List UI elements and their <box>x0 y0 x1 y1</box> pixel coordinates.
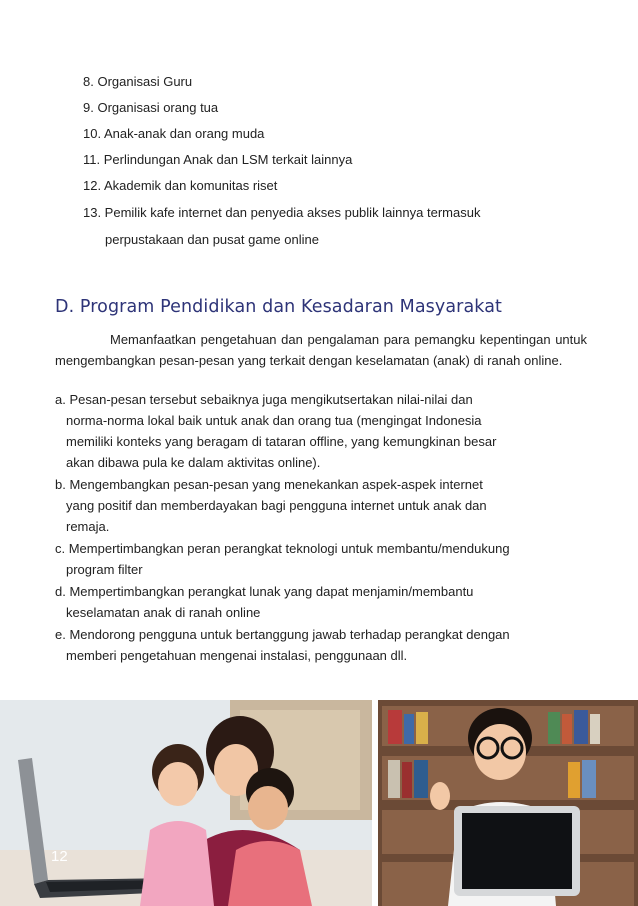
point-line: c. Mempertimbangkan peran perangkat teknologi untuk membantu/mendukung <box>55 541 510 556</box>
photo-band <box>0 700 638 906</box>
list-item: 9. Organisasi orang tua <box>83 100 219 115</box>
section-intro <box>55 330 587 371</box>
section-heading: D. Program Pendidikan dan Kesadaran Masyarakat <box>55 297 502 317</box>
point-line: remaja. <box>66 519 110 534</box>
point-line: b. Mengembangkan pesan-pesan yang menekankan aspek-aspek internet <box>55 477 483 492</box>
intro-text: Memanfaatkan pengetahuan dan pengalaman para pemangku kepentingan untuk mengembangkan pesan-pesan yang terkait dengan keselamatan (anak) di ranah online. <box>55 332 587 368</box>
point-line: memberi pengetahuan mengenai instalasi, penggunaan dll. <box>66 648 408 663</box>
point-line: yang positif dan memberdayakan bagi pengguna internet untuk anak dan <box>66 498 487 513</box>
list-item: 12. Akademik dan komunitas riset <box>83 178 278 193</box>
family-laptop-photo <box>0 700 372 906</box>
list-item: 8. Organisasi Guru <box>83 74 193 89</box>
point-line: norma-norma lokal baik untuk anak dan orang tua (mengingat Indonesia <box>66 413 482 428</box>
list-item: 11. Perlindungan Anak dan LSM terkait lainnya <box>83 152 353 167</box>
point-line: keselamatan anak di ranah online <box>66 605 261 620</box>
point-line: akan dibawa pula ke dalam aktivitas online). <box>66 455 321 470</box>
point-line: memiliki konteks yang beragam di tataran offline, yang kemungkinan besar <box>66 434 497 449</box>
list-item-continuation: perpustakaan dan pusat game online <box>105 232 319 247</box>
boy-tablet-photo <box>378 700 638 906</box>
point-line: e. Mendorong pengguna untuk bertanggung jawab terhadap perangkat dengan <box>55 627 510 642</box>
list-item: 10. Anak-anak dan orang muda <box>83 126 265 141</box>
point-line: a. Pesan-pesan tersebut sebaiknya juga mengikutsertakan nilai-nilai dan <box>55 392 473 407</box>
page-number: 12 <box>51 848 68 865</box>
point-line: d. Mempertimbangkan perangkat lunak yang dapat menjamin/membantu <box>55 584 474 599</box>
list-item: 13. Pemilik kafe internet dan penyedia akses publik lainnya termasuk <box>83 205 481 220</box>
point-line: program filter <box>66 562 143 577</box>
